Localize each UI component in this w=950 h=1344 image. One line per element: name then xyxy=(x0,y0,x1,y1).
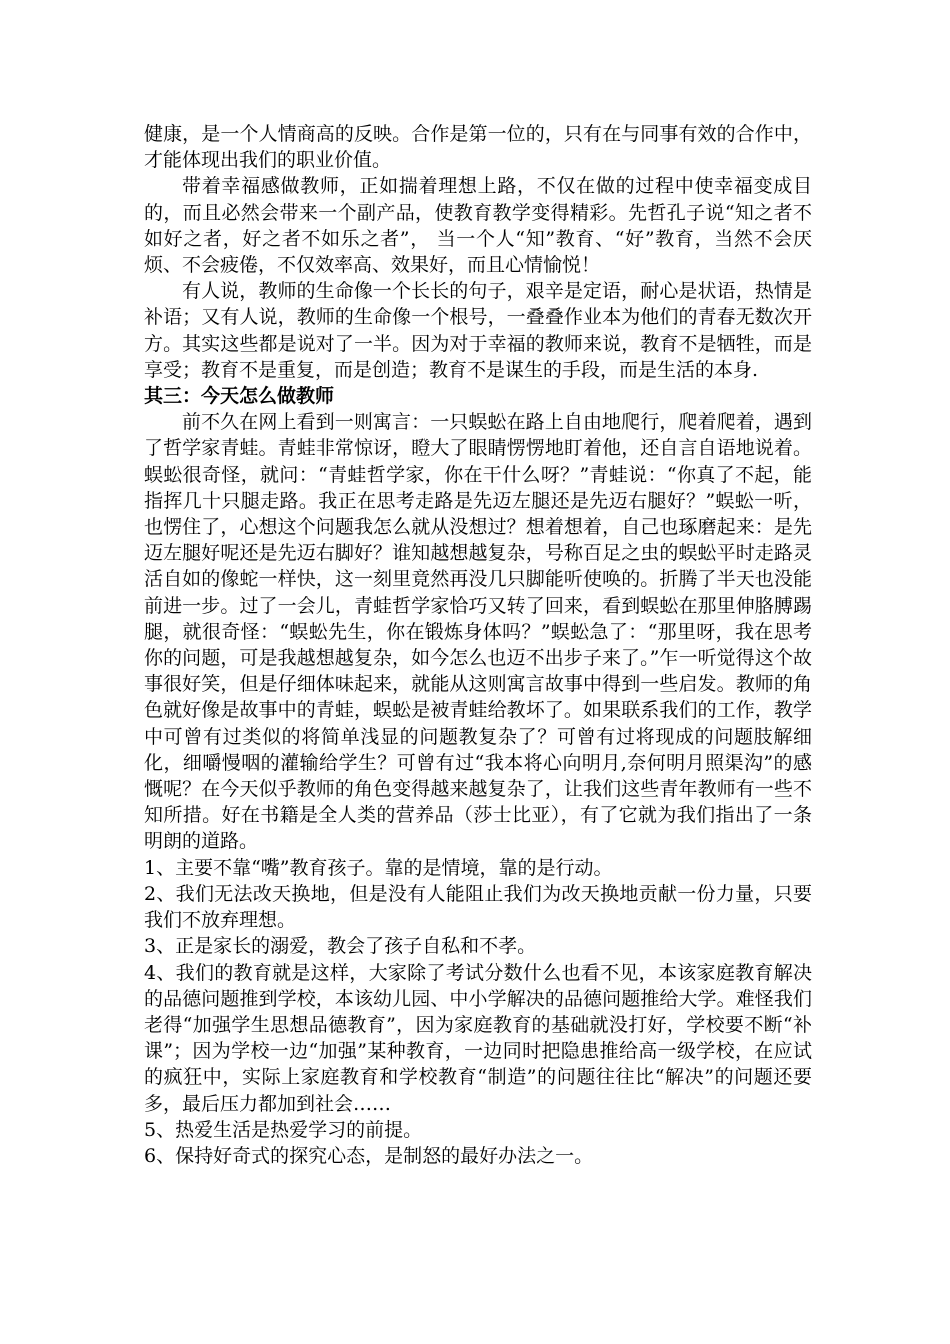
list-item: 3、正是家长的溺爱，教会了孩子自私和不孝。 xyxy=(144,935,537,958)
paragraph-teacher-life: 有人说，教师的生命像一个长长的句子，艰辛是定语，耐心是状语，热情是补语；又有人说，教师的生命像一个根号，一叠叠作业本为他们的青春无数次开方。其实这些都是说对了一半。因为对于幸福的教师来说，教育不是牺牲，而是享受；教育不是重复，而是创造；教育不是谋生的手段，而是生活的本身. xyxy=(144,280,812,381)
list-item: 6、保持好奇式的探究心态，是制怒的最好办法之一。 xyxy=(144,1144,594,1167)
paragraph-happiness: 带着幸福感做教师，正如揣着理想上路，不仅在做的过程中使幸福变成目的，而且必然会带来一个副产品，使教育教学变得精彩。先哲孔子说“知之者不如好之者，好之者不如乐之者”， 当一个人“知”教育、“好”教育，当然不会厌烦、不会疲倦，不仅效率高、效果好，而且心情愉悦！ xyxy=(144,175,812,277)
document-page xyxy=(144,121,812,1169)
list-item: 1、主要不靠“嘴”教育孩子。靠的是情境，靠的是行动。 xyxy=(144,856,613,879)
list-item: 5、热爱生活是热爱学习的前提。 xyxy=(144,1118,423,1141)
list-item: 2、我们无法改天换地，但是没有人能阻止我们为改天换地贡献一份力量，只要我们不放弃理想。 xyxy=(144,882,812,932)
list-item: 4、我们的教育就是这样，大家除了考试分数什么也看不见，本该家庭教育解决的品德问题推到学校，本该幼儿园、中小学解决的品德问题推给大学。难怪我们老得“加强学生思想品德教育”，因为家庭教育的基础就没打好，学校要不断“补课”；因为学校一边“加强”某种教育，一边同时把隐患推给高一级学校，在应试的疯狂中，实际上家庭教育和学校教育“制造”的问题往往比“解决”的问题还要多，最后压力都加到社会…… xyxy=(144,961,812,1115)
section-heading: 其三：今天怎么做教师 xyxy=(144,385,335,408)
paragraph-fable: 前不久在网上看到一则寓言：一只蜈蚣在路上自由地爬行，爬着爬着，遇到了哲学家青蛙。青蛙非常惊讶，瞪大了眼睛愣愣地盯着他，还自言自语地说着。蜈蚣很奇怪，就问：“青蛙哲学家，你在干什么呀？”青蛙说：“你真了不起，能指挥几十只腿走路。我正在思考走路是先迈左腿还是先迈右腿好？”蜈蚣一听，也愣住了，心想这个问题我怎么就从没想过？想着想着，自己也琢磨起来：是先迈左腿好呢还是先迈右脚好？谁知越想越复杂，号称百足之虫的蜈蚣平时走路灵活自如的像蛇一样快，这一刻里竟然再没几只脚能听使唤的。折腾了半天也没能前进一步。过了一会儿，青蛙哲学家恰巧又转了回来，看到蜈蚣在那里伸胳膊踢腿，就很奇怪：“蜈蚣先生，你在锻炼身体吗？”蜈蚣急了：“那里呀，我在思考你的问题，可是我越想越复杂，如今怎么也迈不出步子来了。”乍一听觉得这个故事很好笑，但是仔细体味起来，就能从这则寓言故事中得到一些启发。教师的角色就好像是故事中的青蛙，蜈蚣是被青蛙给教坏了。如果联系我们的工作，教学中可曾有过类似的将简单浅显的问题教复杂了？可曾有过将现成的问题肢解细化，细嚼慢咽的灌输给学生？可曾有过“我本将心向明月,奈何明月照渠沟”的感慨呢？在今天似乎教师的角色变得越来越复杂了，让我们这些青年教师有一些不知所措。好在书籍是全人类的营养品（莎士比亚），有了它就为我们指出了一条明朗的道路。 xyxy=(144,411,812,853)
paragraph-teamwork: 健康，是一个人情商高的反映。合作是第一位的，只有在与同事有效的合作中，才能体现出我们的职业价值。 xyxy=(144,123,812,172)
